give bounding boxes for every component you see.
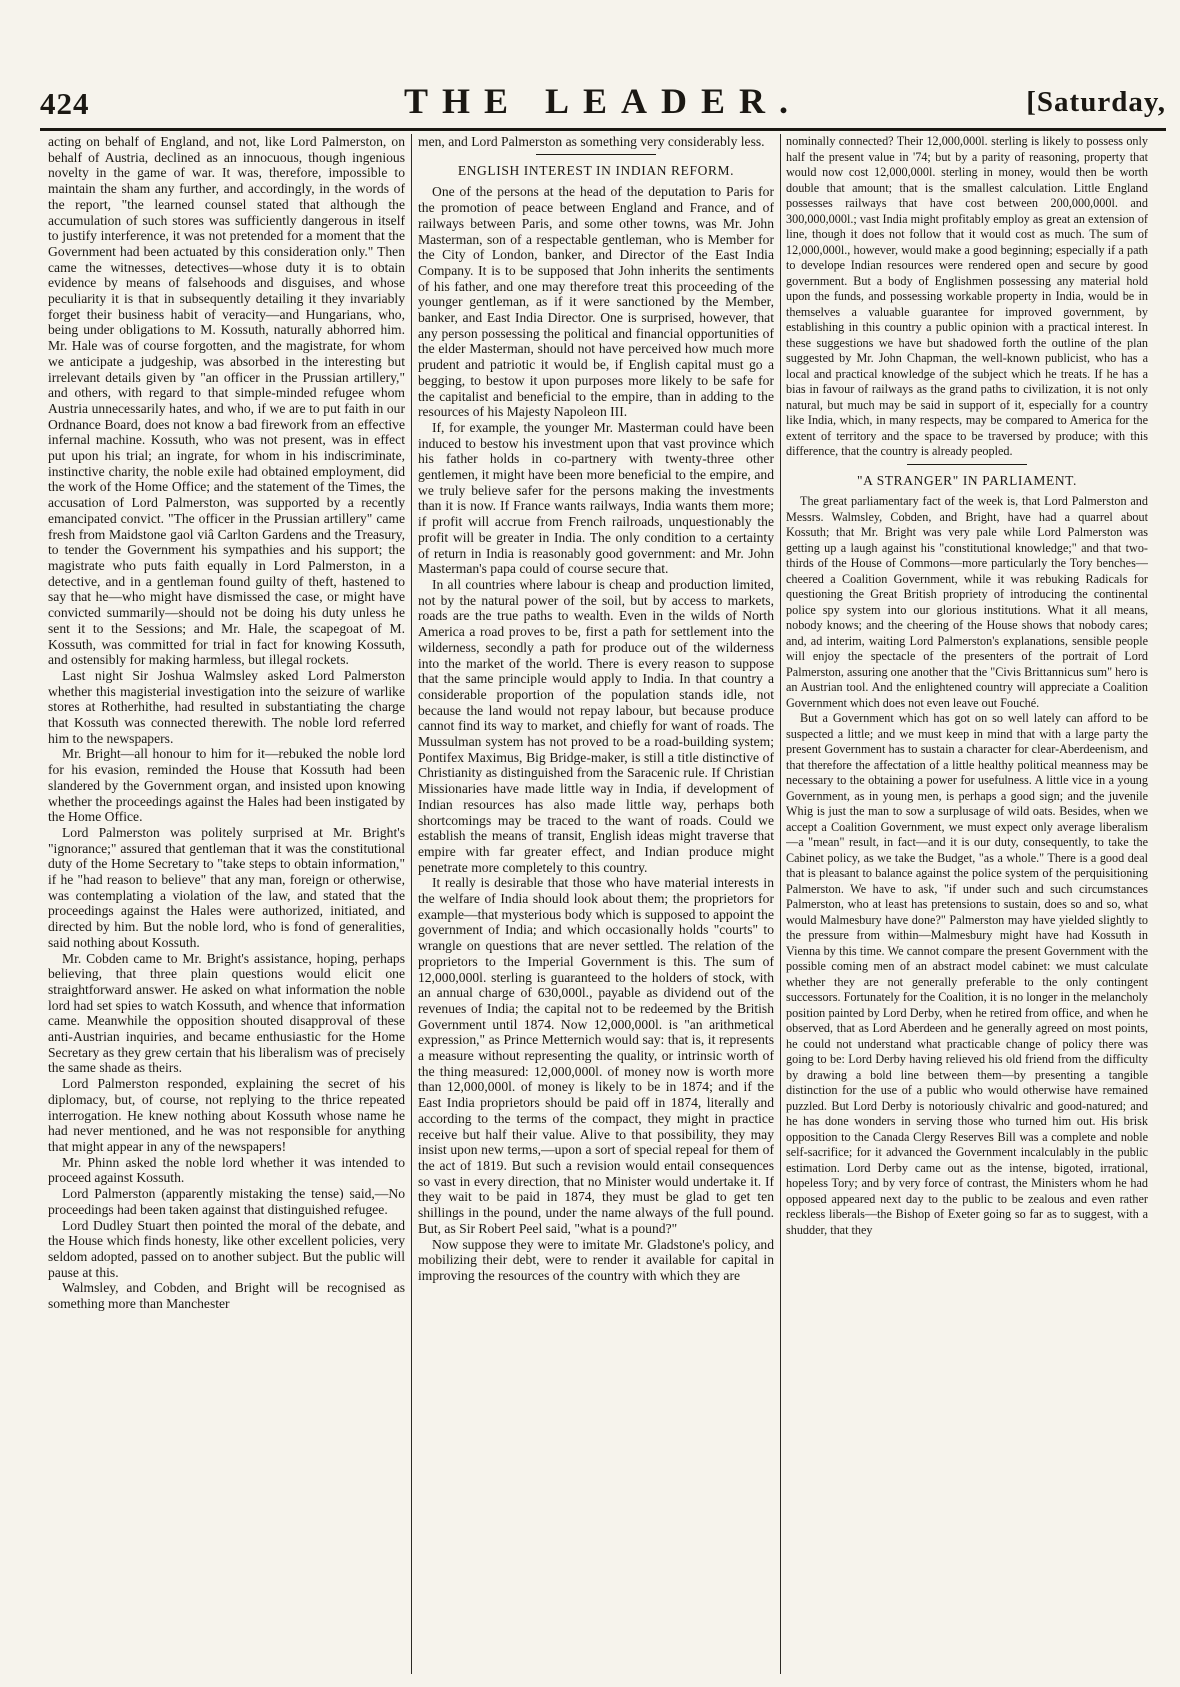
paragraph: Lord Dudley Stuart then pointed the moral of the debate, and the House which finds honesty, like other excellent policies, very seldom adopted, passed on to another subject. But the public will pause at this. bbox=[48, 1217, 405, 1280]
page-header bbox=[40, 80, 1166, 130]
paragraph: Mr. Bright—all honour to him for it—rebuked the noble lord for his evasion, reminded the House that Kossuth had been slandered by the Government organ, and insisted upon knowing whether the proceedings against the Hales had been instigated by the Home Office. bbox=[48, 746, 405, 825]
paragraph: One of the persons at the head of the deputation to Paris for the promotion of peace between England and France, and of railways between Paris, and some other towns, was Mr. John Masterman, son of a respectable gentleman, who is Member for the City of London, banker, and Director of the East India Company. It is to be supposed that John inherits the sentiments of his father, and one may therefore treat this proceeding of the younger gentleman, as if it were sanctioned by the Member, banker, and East India Director. One is surprised, however, that any person possessing the political and financial opportunities of the elder Masterman, should not have perceived how much more prudent and patriotic it would be, if English capital must go a begging, to bestow it upon purposes more likely to be safe for the capitalist and beneficial to the empire, than in adding to the resources of his Majesty Napoleon III. bbox=[418, 184, 774, 420]
section-rule bbox=[536, 154, 656, 155]
column-divider bbox=[411, 134, 412, 1674]
paragraph: acting on behalf of England, and not, like Lord Palmerston, on behalf of Austria, declined as an innocuous, though ingenious novelty in the game of war. It was, therefore, impossible to maintain the sham any further, and accordingly, in the words of the report, "the learned counsel stated that although the accumulation of such stores was sufficiently dangerous in itself to justify interference, it was not pretended for a moment that the Government had been actuated by this consideration only." Then came the witnesses, detectives—whose duty it is to obtain evidence by means of falsehoods and disguises, and whose peculiarity it is that in subsequently detailing it they invariably forget their business habit of veracity—and Hungarians, who, being under obligations to M. Kossuth, naturally abhorred him. Mr. Hale was of course forgotten, and the magistrate, for whom we anticipate a judgeship, was absorbed in the interesting but irrelevant details given by "an officer in the Prussian artillery," and others, with regard to that simple-minded refugee whom Austria unnecessarily hates, and who, if we are to put faith in our Ordnance Board, does not know a bad firework from an effective infernal machine. Kossuth, who was not present, was in effect put upon his trial; an ingrate, for whom in his indiscriminate, instinctive charity, the noble exile had obtained employment, did the work of the Home Office; and the statement of the Times, the accusation of Lord Palmerston, was supported by a recently emancipated convict. "The officer in the Prussian artillery" came fresh from Maidstone gaol viâ Carlton Gardens and the Treasury, to tender the Government his sympathies and his support; the magistrate who puts faith equally in Lord Palmerston, in a detective, and in a gentleman found guilty of theft, hastened to say that he—who might have dismissed the case, or might have convicted summarily—should not be doing his duty unless he sent it to the Sessions; and Mr. Hale, the scapegoat of M. Kossuth, was committed for trial in fact for knowing Kossuth, and ostensibly for making harmless, but illegal rockets. bbox=[48, 134, 405, 668]
paragraph: Now suppose they were to imitate Mr. Gladstone's policy, and mobilizing their debt, were to render it available for capital in improving the resources of the country with which they are bbox=[418, 1236, 774, 1283]
article-heading: ENGLISH INTEREST IN INDIAN REFORM. bbox=[457, 162, 735, 178]
column-3 bbox=[786, 134, 1148, 1674]
page-number: 424 bbox=[40, 86, 90, 121]
section-rule bbox=[907, 464, 1027, 465]
column-1 bbox=[48, 134, 405, 1674]
paragraph: The great parliamentary fact of the week is, that Lord Palmerston and Messrs. Walmsley, Cobden, and Bright, have had a quarrel about Kossuth; that Mr. Bright was very pale while Lord Palmerston was getting up a laugh against his "constitutional knowledge;" and that two-thirds of the House of Commons—more particularly the Tory benches—cheered a Coalition Government, while it was rebuking Radicals for questioning the Great British propriety of introducing the continental police spy system into our glorious institutions. What it all means, nobody knows; and the cheering of the House shows that nobody cares; and, ad interim, waiting Lord Palmerston's explanations, sensible people will enjoy the spectacle of the presenters of the portrait of Lord Palmerston, assuring one another that the "Civis Brittannicus sum" hero is an Austrian tool. And the enlightened country will appreciate a Coalition Government which does not even leave out Fouché. bbox=[786, 494, 1148, 710]
paragraph: men, and Lord Palmerston as something very considerably less. bbox=[418, 134, 765, 149]
paragraph: Mr. Cobden came to Mr. Bright's assistance, hoping, perhaps believing, that three plain questions would elicit one straightforward answer. He asked on what information the noble lord had set spies to watch Kossuth, and whence that information came. Meanwhile the opposition shouted disapproval of these anti-Austrian inquiries, and became enthusiastic for the Home Secretary as they grew certain that his liberalism was of precisely the same shade as theirs. bbox=[48, 950, 405, 1076]
paragraph: In all countries where labour is cheap and production limited, not by the natural power of the soil, but by access to markets, roads are the true paths to wealth. Even in the wilds of North America a road proves to be, first a path for settlement into the wilderness, secondly a path for produce out of the wilderness into the market of the world. There is every reason to suppose that the same principle would apply to India. In that country a considerable proportion of the population stands idle, not because the land would not repay labour, but because produce cannot find its way to market, and chiefly for want of roads. The Mussulman system has not proved to be a road-building system; Pontifex Maximus, Big Bridge-maker, is still a title distinctive of Christianity as distinguished from the Saracenic rule. If Christian Missionaries have made little way in India, if development of Indian resources has also made little way, perhaps both shortcomings may be traced to the want of roads. Could we establish the means of transit, English ideas might traverse that empire with far greater effect, and Indian produce might penetrate more completely to this country. bbox=[418, 576, 774, 875]
paragraph: It really is desirable that those who have material interests in the welfare of India should look about them; the proprietors for example—that mysterious body which is supposed to appoint the government of India; and which occasionally holds "courts" to wrangle on questions that are never settled. The relation of the proprietors to the Imperial Government is this. The sum of 12,000,000l. sterling is guaranteed to the holders of stock, with an annual charge of 630,000l., payable as dividend out of the revenues of India; the capital not to be redeemed by the British Government until 1874. Now 12,000,000l. is "an arithmetical expression," as Prince Metternich would say: that is, it represents a measure without representing the quality, or intrinsic worth of the thing measured: 12,000,000l. of money now is worth more than 12,000,000l. of money is likely to be in 1874; and if the East India proprietors should be paid off in 1874, literally and according to the terms of the compact, they might in practice receive but half their value. Alive to that possibility, they may insist upon new terms,—upon a sort of special repeal for them of the act of 1819. But such a revision would entail consequences so vast in every direction, that no Minister would undertake it. If they wait to be paid in 1874, they must be glad to get ten shillings in the pound, under the name always of the full pound. But, as Sir Robert Peel said, "what is a pound?" bbox=[418, 875, 774, 1236]
paragraph: Lord Palmerston (apparently mistaking the tense) said,—No proceedings had been taken against that distinguished refugee. bbox=[48, 1186, 405, 1217]
paragraph: Walmsley, and Cobden, and Bright will be recognised as something more than Manchester bbox=[48, 1280, 405, 1312]
issue-day: [Saturday, bbox=[1026, 86, 1166, 118]
paragraph: Mr. Phinn asked the noble lord whether it was intended to proceed against Kossuth. bbox=[48, 1154, 405, 1186]
paragraph: Last night Sir Joshua Walmsley asked Lord Palmerston whether this magisterial investigation into the seizure of warlike stores at Rotherhithe, had resulted in substantiating the charge that Kossuth was connected therewith. The noble lord referred him to the newspapers. bbox=[48, 667, 405, 746]
paragraph: Lord Palmerston was politely surprised at Mr. Bright's "ignorance;" assured that gentleman that it was the constitutional duty of the Home Secretary to "take steps to obtain information," if he "had reason to believe" that any man, foreign or otherwise, was contemplating a violation of the law, and stated that the proceedings against the Hales were authorized, initiated, and directed by him. But the noble lord, who is fond of generalities, said nothing about Kossuth. bbox=[48, 824, 405, 950]
paragraph: If, for example, the younger Mr. Masterman could have been induced to bestow his investment upon that vast province which his father holds in co-partnery with twenty-three other gentlemen, it might have been more beneficial to the empire, and we truly believe safer for the persons making the investments than it is now. If France wants railways, India wants them more; if profit will accrue from French railroads, unquestionably the profit will be greater in India. The only condition to a certainty of return in India is reasonably good government: and Mr. John Masterman's papa could of course secure that. bbox=[418, 419, 774, 577]
masthead-title: THE LEADER. bbox=[403, 81, 803, 121]
header-rule bbox=[40, 128, 1166, 131]
column-divider bbox=[780, 134, 781, 1674]
column-2 bbox=[418, 134, 774, 1674]
paragraph: But a Government which has got on so well lately can afford to be suspected a little; and we must keep in mind that with a large party the present Government has to sustain a character for clear-Aberdeenism, and that therefore the affectation of a little healthy political meanness may be necessary to the obtaining a power for usefulness. A little vice in a young Government, as in young men, is perhaps a good sign; and the juvenile Whig is just the man to sow a surplusage of wild oats. Besides, when we accept a Coalition Government, we must expect only average liberalism—a "mean" result, in fact—and it is our duty, consequently, to take the Cabinet policy, as we take the Budget, "as a whole." There is a good deal that is pleasant to balance against the police system of the perquisitioning Palmerston. We have to ask, "if under such and such circumstances Palmerston, who at least has pretensions to sustain, does so and so, what would Malmesbury have done?" Palmerston may have yielded slightly to the pressure from within—Malmesbury might have had Kossuth in Vienna by this time. We cannot compare the present Government with the possible coming men of an abstract model cabinet: we must calculate whether they are not generally preferable to the only contingent successors. Fortunately for the Coalition, it is no longer in the melancholy position painted by Lord Derby, when he retired from office, and when he observed, that as Lord Aberdeen and he generally agreed on most points, he could not understand what practicable change of policy there was going to be: Lord Derby having relieved his old friend from the difficulty by drawing a bold line between them—by presenting a tangible distinction for the use of a public who would otherwise have remained puzzled. But Lord Derby is notoriously chivalric and good-natured; and he has done wonders in serving those who turned him out. His brisk opposition to the Canada Clergy Reserves Bill was a complete and noble self-sacrifice; for it advanced the Government incalculably in the public estimation. Lord Derby came out as the intense, bigoted, irrational, hopeless Tory; and by very force of contrast, the Ministers whom he had opposed appeared next day to the public to be zealous and even rather reckless liberals—the Bishop of Exeter going so far as to suggest, with a shudder, that they bbox=[786, 711, 1148, 1237]
paragraph: nominally connected? Their 12,000,000l. sterling is likely to possess only half the present value in '74; but by a parity of reasoning, property that would now cost 12,000,000l. sterling in money, would then be worth double that amount; that is the smallest calculation. Little England possesses railways that have cost between 200,000,000l. and 300,000,000l.; vast India might profitably employ as great an extension of line, though it does not follow that it would cost as much. The sum of 12,000,000l., however, would make a good beginning; especially if a path to develope Indian resources were rendered open and secure by good government. But a body of Englishmen possessing any material hold upon the funds, and possessing workable property in India, would be in themselves a valuable guarantee for improved government, by establishing in this country a public opinion with a practical interest. In these suggestions we have but shadowed forth the outline of the plan suggested by Mr. John Chapman, the well-known publicist, who has a local and practical knowledge of the subject which he treats. If he has a bias in favour of railways as the grand paths to civilization, it is not only natural, but much may be said in support of it, especially for a country like India, which, in many respects, may be compared to America for the extent of territory and the space to be traversed by produce; with this difference, that the country is already peopled. bbox=[786, 134, 1148, 458]
article-heading: "A STRANGER" IN PARLIAMENT. bbox=[857, 472, 1077, 488]
paragraph: Lord Palmerston responded, explaining the secret of his diplomacy, but, of course, not replying to the thrice repeated interrogation. He knew nothing about Kossuth whose name he had never mentioned, and he was not responsible for anything that might appear in any of the newspapers! bbox=[48, 1076, 405, 1154]
